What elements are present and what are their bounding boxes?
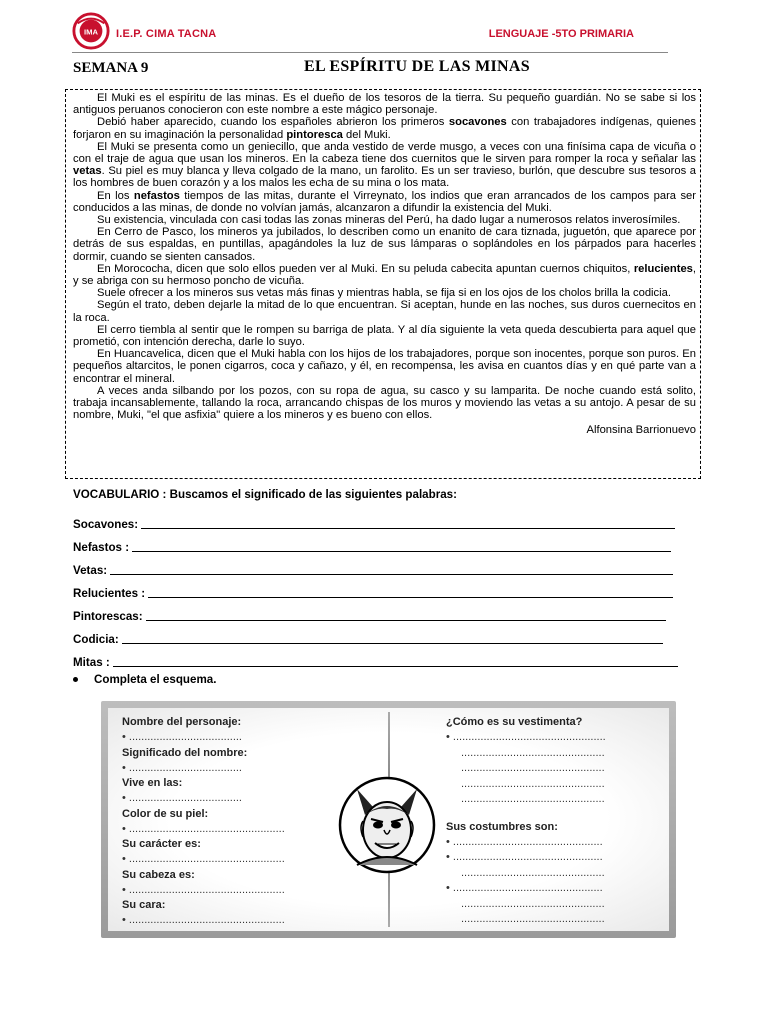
course-name: LENGUAJE -5TO PRIMARIA: [488, 28, 634, 40]
scheme-answer-line[interactable]: • ...................................................: [122, 822, 285, 835]
scheme-answer-line[interactable]: • ...................................................: [122, 914, 285, 926]
vocabulary-term: Relucientes :: [73, 587, 146, 600]
scheme-left-column: [122, 716, 352, 930]
vocabulary-row: [73, 508, 683, 531]
scheme-answer-line[interactable]: • ...................................................: [122, 853, 285, 865]
scheme-answer-line[interactable]: • .....................................: [122, 792, 242, 804]
page-title: EL ESPÍRITU DE LAS MINAS: [304, 58, 530, 75]
answer-line[interactable]: [122, 633, 663, 644]
vocabulary-row: [73, 531, 683, 554]
scheme-label: Significado del nombre:: [122, 746, 248, 759]
answer-line[interactable]: [146, 610, 666, 621]
vocabulary-word: socavones: [448, 116, 507, 129]
scheme-answer-line[interactable]: ...............................................: [461, 793, 605, 805]
scheme-label: Nombre del personaje:: [122, 716, 242, 728]
answer-line[interactable]: [113, 656, 678, 667]
vocabulary-section: [73, 488, 683, 669]
page-header: [72, 12, 668, 52]
vocabulary-row: [73, 554, 683, 577]
scheme-answer-line[interactable]: • ..................................................: [446, 731, 606, 743]
reading-text: [73, 92, 696, 421]
task-text: Completa el esquema.: [94, 673, 217, 686]
answer-line[interactable]: [141, 518, 675, 529]
vocabulary-term: Mitas :: [73, 656, 110, 669]
header-divider: [72, 52, 668, 53]
reading-paragraph: A veces anda silbando por los pozos, con su ropa de agua, su casco y su lamparita. De noche cuando está solito, trabaja incansablemente, tallando la roca, arrancando chispas de los muros y moviendo las vetas a su antojo. A pesar de su nombre, Muki, "el que asfixia" quiere a los mineros y es bueno con ellos.: [73, 384, 696, 422]
school-name: I.E.P. CIMA TACNA: [116, 28, 217, 40]
school-logo: [72, 12, 110, 50]
vocabulary-word: relucientes: [633, 262, 693, 275]
scheme-label: Vive en las:: [122, 777, 183, 789]
scheme-label: ¿Cómo es su vestimenta?: [446, 716, 583, 728]
scheme-answer-line[interactable]: ...............................................: [461, 762, 605, 774]
scheme-label: Su cabeza es:: [122, 868, 195, 881]
answer-line[interactable]: [148, 587, 673, 598]
reading-paragraph: En Huancavelica, dicen que el Muki habla con los hijos de los trabajadores, porque son inocentes, porque son puros. En pequeños altarcitos, le ponen cigarros, coca y cañazo, y él, en recompensa, les avisa en cuantos días y en qué parte van a encontrar el mineral.: [73, 348, 696, 385]
scheme-label: Su cara:: [122, 899, 166, 911]
reading-paragraph: Según el trato, deben dejarle la mitad de lo que encuentran. Si aceptan, hunde en las noches, sus duros cuernecitos en la roca.: [73, 299, 696, 324]
author: Alfonsina Barrionuevo: [586, 424, 696, 437]
reading-paragraph: Debió haber aparecido, cuando los españoles abrieron los primeros socavones con trabajadores indígenas, quienes forjaron en su imaginación la personalidad pintoresca del Muki.: [73, 116, 696, 141]
vocabulary-word: pintoresca: [286, 128, 343, 141]
reading-box: [65, 89, 701, 479]
reading-paragraph: Su existencia, vinculada con casi todas las zonas mineras del Perú, ha dado lugar a numerosos relatos inverosímiles.: [97, 214, 681, 227]
scheme-inner: [108, 708, 669, 931]
scheme-answer-line[interactable]: • .....................................: [122, 761, 242, 774]
vocabulary-row: [73, 577, 683, 600]
vocabulary-row: [73, 646, 683, 669]
svg-text:IMA: IMA: [84, 27, 98, 37]
scheme-answer-line[interactable]: ...............................................: [461, 777, 605, 790]
reading-paragraph: Suele ofrecer a los mineros sus vetas más finas y mientras habla, se fija si en los ojos de los cholos brilla la codicia.: [97, 287, 671, 300]
vocabulary-term: Nefastos :: [73, 541, 130, 554]
scheme-label: Color de su piel:: [122, 807, 209, 820]
answer-line[interactable]: [132, 541, 671, 552]
vocabulary-row: [73, 600, 683, 623]
vocabulary-term: Codicia:: [73, 633, 119, 646]
vocabulary-row: [73, 623, 683, 646]
scheme-label: Sus costumbres son:: [446, 820, 558, 833]
reading-paragraph: En Morococha, dicen que solo ellos pueden ver al Muki. En su peluda cabecita apuntan cuernos chiquitos, relucientes, y se abriga con su hermoso poncho de vicuña.: [73, 262, 696, 288]
vocabulary-term: Vetas:: [73, 564, 108, 577]
scheme-answer-line[interactable]: • .................................................: [446, 835, 603, 848]
task-instruction: [73, 673, 216, 686]
reading-paragraph: El Muki se presenta como un geniecillo, que anda vestido de verde musgo, a veces con una finísima capa de vicuña o con el traje de agua que usan los mineros. En la cabeza tiene dos cuernitos que le sirven para romper la roca y señalar las vetas. Su piel es muy blanca y lleva colgado de la mano, un farolito. Es un ser travieso, burlón, que descubre sus tesoros a los hombres de buen corazón y a los malos les echa de su mina o los mata.: [73, 140, 696, 190]
scheme-answer-line[interactable]: • .....................................: [122, 731, 242, 743]
week-label: SEMANA 9: [73, 60, 149, 76]
scheme-label: Su carácter es:: [122, 838, 201, 850]
vocabulary-word: nefastos: [133, 189, 180, 202]
answer-line[interactable]: [110, 564, 673, 575]
scheme-answer-line[interactable]: • .................................................: [446, 882, 603, 894]
reading-paragraph: En Cerro de Pasco, los mineros ya jubilados, lo describen como un enanito de cara tiznada, juguetón, que aparece por detrás de sus espaldas, en puntillas, apagándoles la luz de sus lámparas o soplándoles en los párpados para hacerles dormir, cuando se sienten cansados.: [73, 226, 696, 263]
scheme-answer-line[interactable]: • ...................................................: [122, 883, 285, 896]
vocabulary-word: vetas: [73, 165, 102, 178]
scheme-answer-line[interactable]: • .................................................: [446, 851, 603, 863]
vocabulary-heading: VOCABULARIO : Buscamos el significado de las siguientes palabras:: [73, 488, 457, 501]
scheme-right-column: [446, 716, 656, 929]
reading-paragraph: El cerro tiembla al sentir que le rompen su barriga de plata. Y al día siguiente la veta queda descubierta para aquel que prometió, con intención derecha, darle lo suyo.: [73, 323, 696, 349]
scheme-answer-line[interactable]: ...............................................: [461, 913, 605, 925]
bullet-icon: [73, 677, 78, 682]
reading-paragraph: El Muki es el espíritu de las minas. Es el dueño de los tesoros de la tierra. Su pequeño guardián. No se sabe si los antiguos peruanos conocieron con este nombre a este mágico personaje.: [73, 92, 696, 117]
muki-face-illustration: [337, 775, 437, 875]
reading-paragraph: En los nefastos tiempos de las mitas, durante el Virreynato, los indios que eran arrancados de los campos para ser conducidos a las minas, de donde no volvían jamás, alcanzaron a difundir la existencia del Muki.: [73, 189, 696, 214]
scheme-answer-line[interactable]: ...............................................: [461, 866, 605, 879]
vocabulary-term: Pintorescas:: [73, 610, 143, 623]
vocabulary-term: Socavones:: [73, 518, 139, 531]
scheme-answer-line[interactable]: ...............................................: [461, 746, 605, 759]
scheme-answer-line[interactable]: ...............................................: [461, 897, 605, 910]
scheme-panel: [101, 701, 676, 938]
